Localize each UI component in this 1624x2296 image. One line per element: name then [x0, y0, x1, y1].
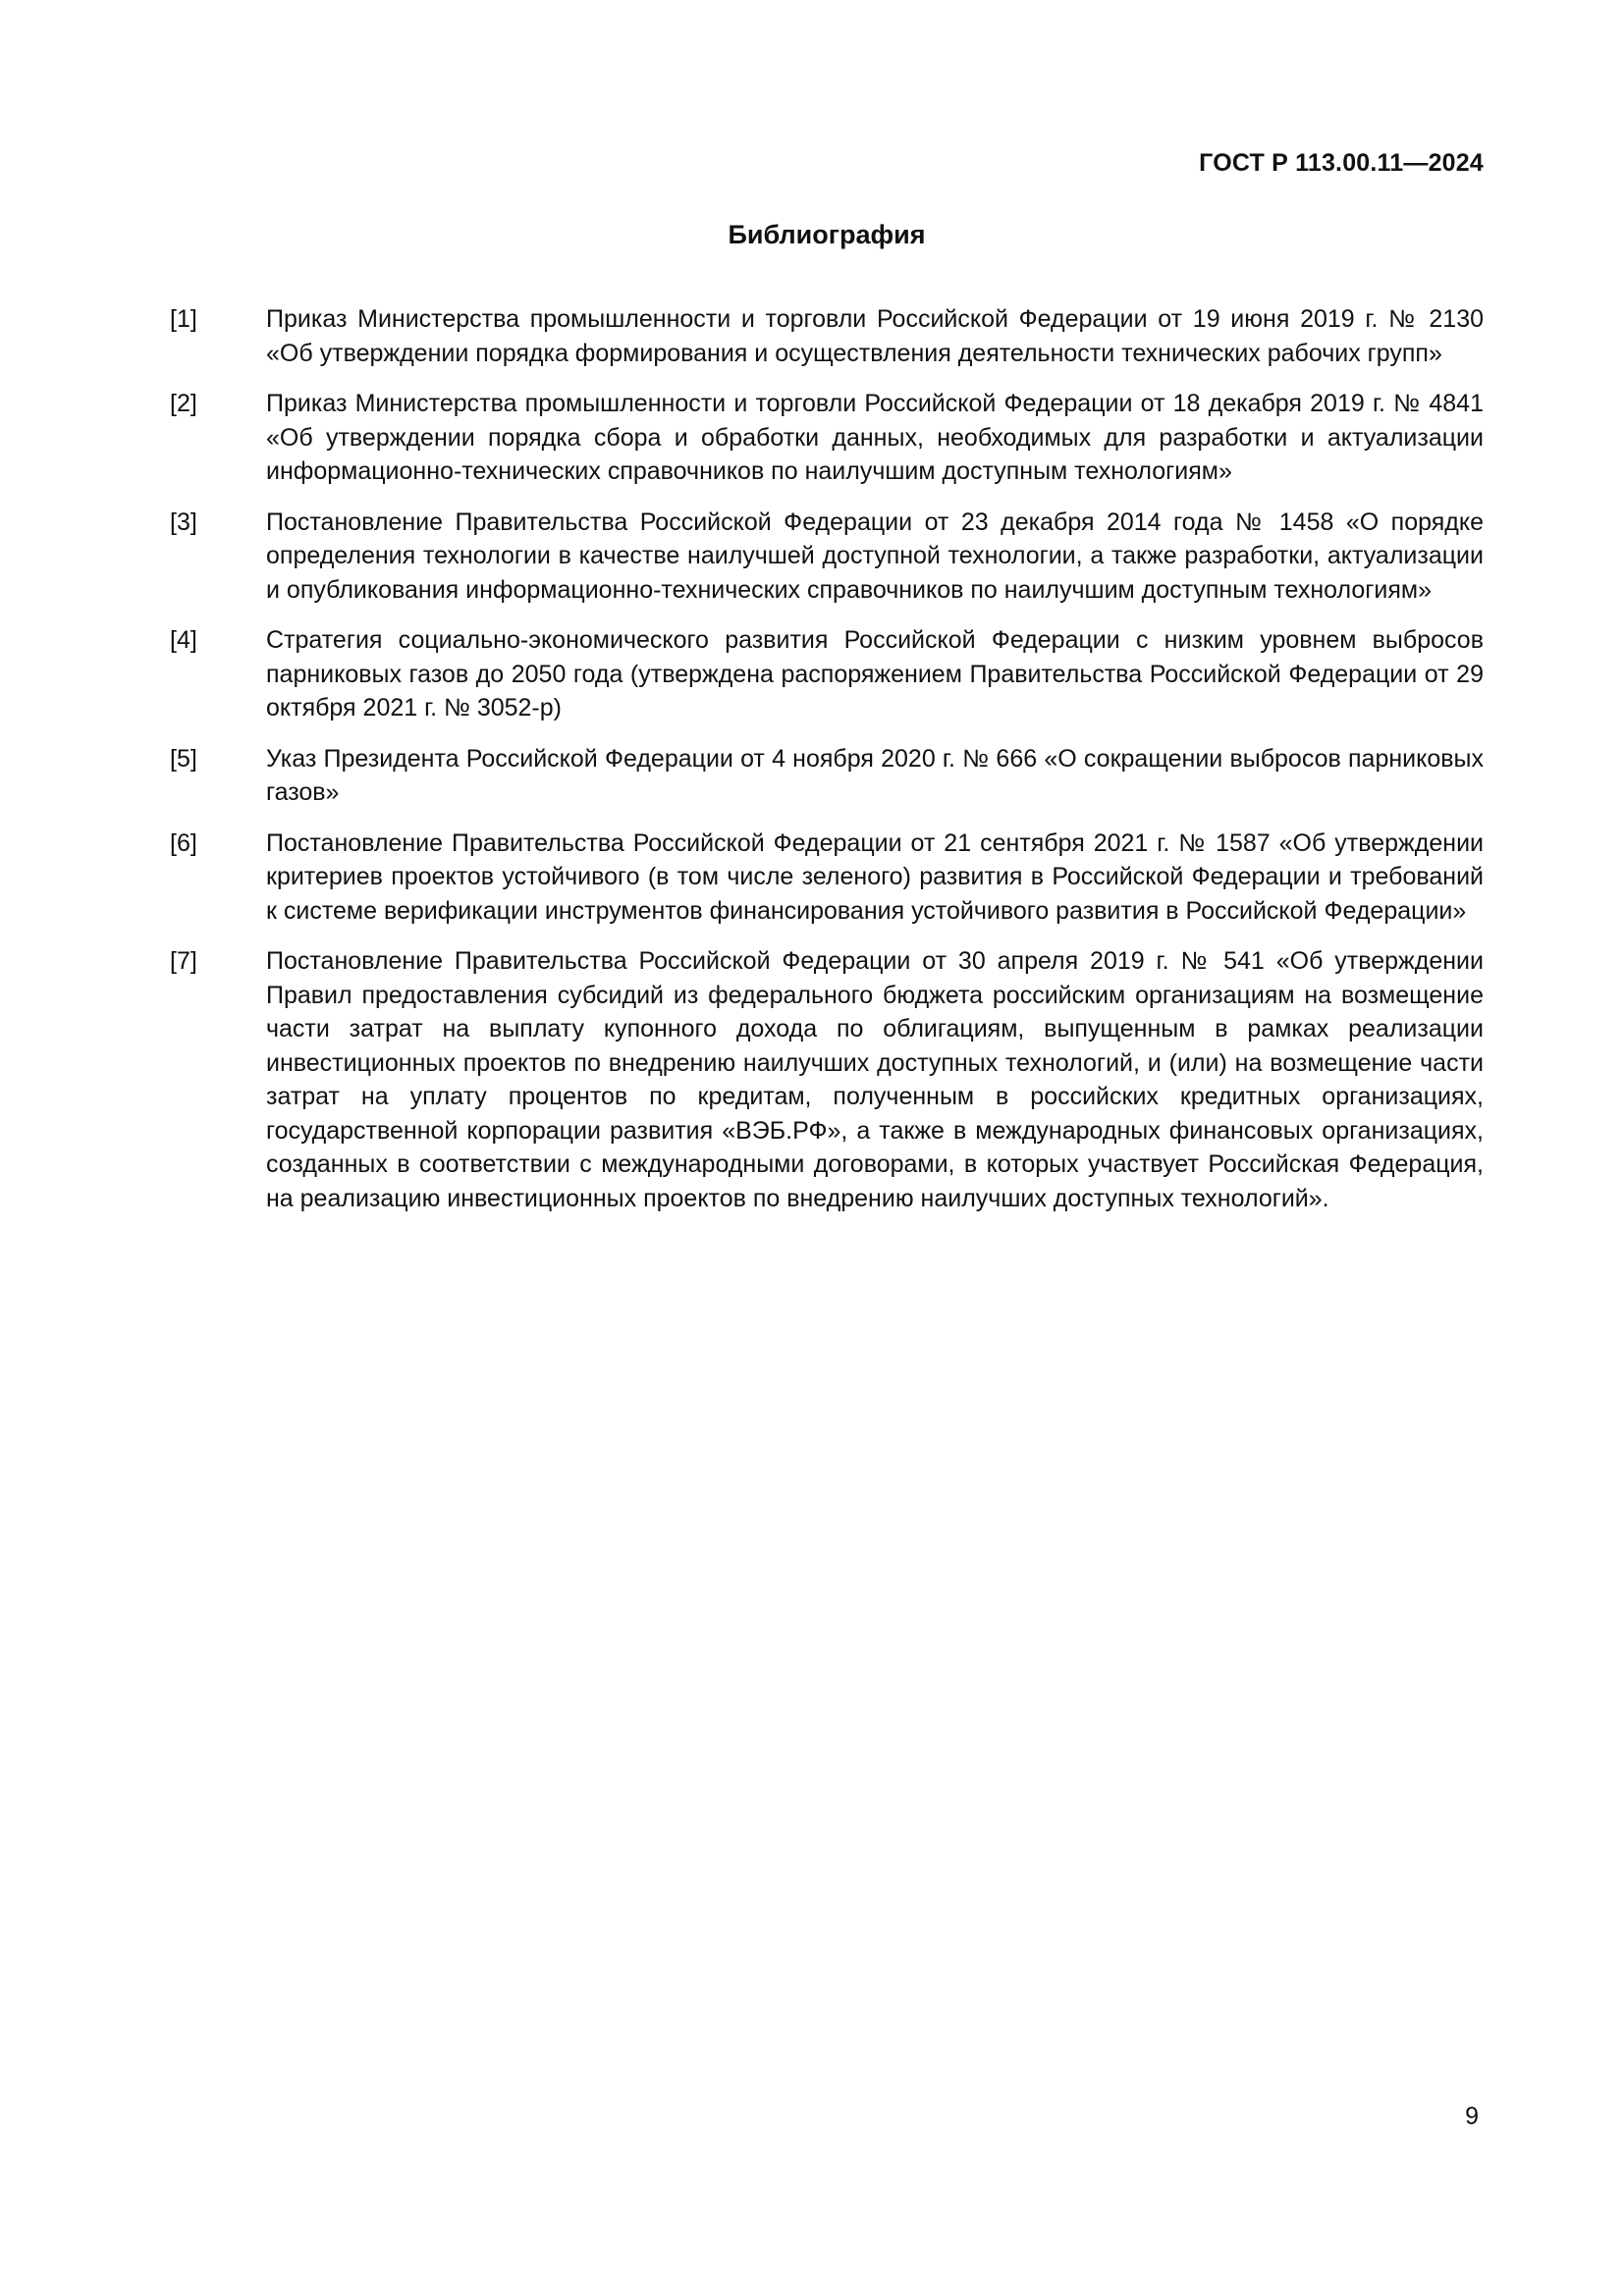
reference-text: Приказ Министерства промышленности и торговли Российской Федерации от 18 декабря 2019 г. № 4841 «Об утверждении порядка сбора и обработки данных, необходимых для разработки и актуализации информационно-технических справочников по наилучшим доступным технологиям» — [266, 390, 1484, 485]
reference-number: [5] — [170, 744, 197, 773]
document-code: ГОСТ Р 113.00.11—2024 — [1199, 149, 1484, 177]
reference-number: [2] — [170, 390, 197, 417]
reference-item — [170, 302, 1484, 370]
reference-text: Постановление Правительства Российской Федерации от 30 апреля 2019 г. № 541 «Об утверждении Правил предоставления субсидий из федерального бюджета российским организациям на возмещение части затрат на выплату купонного дохода по облигациям, выпущенным в рамках реализации инвестиционных проектов по внедрению наилучших доступных технологий, и (или) на возмещение части затрат на уплату процентов по кредитам, полученным в российских кредитных организациях, государственной корпорации развития «ВЭБ.РФ», а также в международных финансовых организациях, созданных в соответствии с международными договорами, в которых участвует Российская Федерация, на реализацию инвестиционных проектов по внедрению наилучших доступных технологий». — [266, 947, 1484, 1212]
reference-text: Указ Президента Российской Федерации от 4 ноября 2020 г. № 666 «О сокращении выбросов парниковых газов» — [266, 744, 1484, 806]
reference-item — [170, 827, 1484, 929]
reference-text: Постановление Правительства Российской Федерации от 23 декабря 2014 года № 1458 «О порядке определения технологии в качестве наилучшей доступной технологии, а также разработки, актуализации и опубликования информационно-технических справочников по наилучшим доступным технологиям» — [266, 507, 1484, 604]
reference-item — [170, 742, 1484, 810]
page-number: 9 — [1465, 2103, 1479, 2130]
references-list — [170, 302, 1484, 1232]
reference-text: Постановление Правительства Российской Федерации от 21 сентября 2021 г. № 1587 «Об утверждении критериев проектов устойчивого (в том числе зеленого) развития в Российской Федерации и требований к системе верификации инструментов финансирования устойчивого развития в Российской Федерации» — [266, 828, 1484, 925]
reference-item — [170, 387, 1484, 489]
reference-item — [170, 506, 1484, 608]
reference-number: [6] — [170, 828, 197, 857]
reference-number: [1] — [170, 305, 197, 333]
reference-text: Стратегия социально-экономического развития Российской Федерации с низким уровнем выбросов парниковых газов до 2050 года (утверждена распоряжением Правительства Российской Федерации от 29 октября 2021 г. № 3052-р) — [266, 626, 1484, 721]
page-title: Библиография — [728, 220, 926, 249]
reference-text: Приказ Министерства промышленности и торговли Российской Федерации от 19 июня 2019 г. № 2130 «Об утверждении порядка формирования и осуществления деятельности технических рабочих групп» — [266, 305, 1484, 367]
reference-number: [4] — [170, 626, 197, 654]
reference-number: [3] — [170, 507, 197, 536]
reference-item — [170, 944, 1484, 1215]
reference-item — [170, 623, 1484, 725]
reference-number: [7] — [170, 947, 197, 975]
